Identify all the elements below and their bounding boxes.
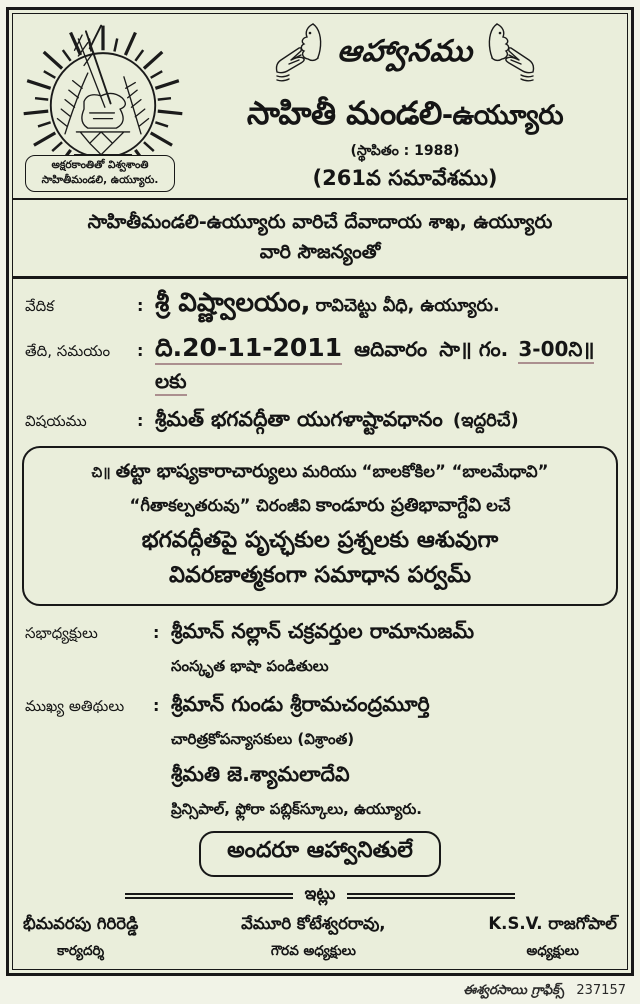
signatory-name: భీమవరపు గిరిరెడ్డి [23, 913, 139, 933]
guest1-desc: చారిత్రకోపన్యాసకులు (విశ్రాంత) [171, 729, 355, 748]
signatories-row [13, 908, 627, 970]
president-desc: సంస్కృత భాషా పండితులు [171, 656, 329, 675]
guest1-name: శ్రీమాన్ గుండు శ్రీరామచంద్రమూర్తి [171, 691, 430, 716]
org-title-main: సాహితీ మండలి [246, 94, 442, 132]
org-title-place: -ఉయ్యూరు [441, 100, 564, 131]
chief-guests-label: ముఖ్య అతిథులు [25, 696, 125, 715]
president-label: సభాధ్యక్షులు [25, 623, 98, 642]
venue-label: వేదిక [25, 296, 55, 315]
event-time: 3-00ని॥లకు [155, 337, 594, 396]
subject-label: విషయము [25, 411, 87, 430]
regards-text: ఇట్లు [304, 883, 336, 904]
event-day: ఆదివారం [354, 336, 428, 361]
event-box-line4: వివరణాత్మకంగా సమాధాన పర్వమ్ [168, 562, 472, 589]
subject-title: శ్రీమత్ భగవద్గీతా యుగళాష్టావధానం [155, 406, 443, 431]
sun-logo-icon [17, 18, 189, 168]
signatory-president [488, 914, 617, 962]
logo-block [17, 18, 189, 196]
printer-name: ఈశ్వరసాయి గ్రాఫిక్స్ [463, 983, 565, 998]
sponsor-line1: సాహితీమండలి-ఉయ్యూరు వారిచే దేవాదాయ శాఖ, ఉయ్యూరు [87, 211, 553, 233]
event-box-line2a: “గీతాకల్పతరువు” చిరంజీవి [129, 496, 311, 515]
datetime-label: తేది, సమయం [25, 341, 111, 360]
signatory-role: గౌరవ అధ్యక్షులు [270, 942, 356, 959]
event-box-line2c: లచే [486, 496, 511, 515]
printer-credit [463, 983, 626, 1001]
event-box-line2b: కాండూరు ప్రతిభావాగ్దేవి [315, 495, 482, 516]
double-rule-right [347, 893, 515, 899]
colon: : [137, 410, 144, 430]
guest2-desc: ప్రిన్సిపాల్, ఫ్లోరా పబ్లిక్‌స్కూలు, ఉయ్యూరు. [171, 799, 422, 818]
event-box-line1a: చి॥ [91, 464, 111, 481]
president-name: శ్రీమాన్ నల్లాన్ చక్రవర్తుల రామానుజమ్ [171, 618, 475, 643]
signatory-hon-president [241, 914, 385, 962]
invite-all-box: అందరూ ఆహ్వానితులే [199, 831, 441, 877]
event-box-line1b: తట్టా భాష్యకారాచార్యులు [115, 460, 298, 482]
printer-number: 237157 [576, 983, 626, 998]
datetime-row [13, 333, 627, 398]
signatory-name: వేమూరి కోటేశ్వరరావు, [241, 913, 386, 933]
logo-motto-line2: సాహితీమండలి, ఉయ్యూరు. [41, 174, 159, 187]
invite-all-wrap [13, 831, 627, 877]
president-row [13, 619, 627, 679]
subject-note: (ఇద్దరిచే) [452, 409, 519, 431]
signatory-name: K.S.V. రాజగోపాల్ [488, 913, 617, 933]
logo-motto-line1: అక్షరకాంతితో విశ్వశాంతి [51, 158, 149, 171]
invitation-banner [269, 20, 541, 90]
double-rule-left [125, 893, 293, 899]
card-outer-frame [6, 7, 634, 976]
signatory-role: అధ్యక్షులు [526, 942, 579, 959]
colon: : [137, 295, 144, 315]
regards-row [13, 884, 627, 908]
venue-address: రావిచెట్టు వీధి, ఉయ్యూరు. [315, 295, 500, 316]
event-box-line2 [28, 489, 612, 523]
signatory-secretary [23, 914, 138, 962]
logo-motto [25, 155, 175, 193]
venue-name: శ్రీ విష్ణ్వాలయం, [155, 287, 311, 318]
event-box-line1c: మరియు [302, 461, 357, 481]
signatory-role: కార్యదర్శి [57, 942, 105, 959]
event-box-line3: భగవద్గీతపై పృచ్ఛకుల ప్రశ్నలకు ఆశువుగా [141, 527, 499, 554]
header-section [13, 14, 627, 200]
sponsor-section [13, 200, 627, 279]
namaste-face-left-icon [269, 20, 327, 90]
event-time-prefix: సా॥ గం. [439, 336, 509, 361]
colon: : [153, 695, 160, 715]
card-inner-frame [12, 13, 628, 970]
venue-row [13, 288, 627, 324]
header-title-block [189, 18, 621, 196]
event-description-box [22, 446, 618, 606]
event-box-line1d: “బాలకోకిల” “బాలమేధావి” [361, 461, 549, 481]
sponsor-line2: వారి సౌజన్యంతో [259, 241, 381, 264]
established-year: (స్థాపితం : 1988) [350, 143, 460, 159]
event-date: ది.20-11-2011 [155, 333, 342, 365]
namaste-face-right-icon [483, 20, 541, 90]
org-title [247, 94, 563, 140]
colon: : [137, 340, 144, 360]
event-box-line1 [28, 455, 612, 489]
meeting-number: (261వ సమావేశము) [312, 166, 498, 190]
subject-row [13, 407, 627, 436]
chief-guests-row [13, 692, 627, 822]
colon: : [153, 622, 160, 642]
guest2-name: శ్రీమతి జె.శ్యామలాదేవి [171, 761, 350, 786]
invitation-script-text: ఆహ్వానము [335, 34, 476, 69]
